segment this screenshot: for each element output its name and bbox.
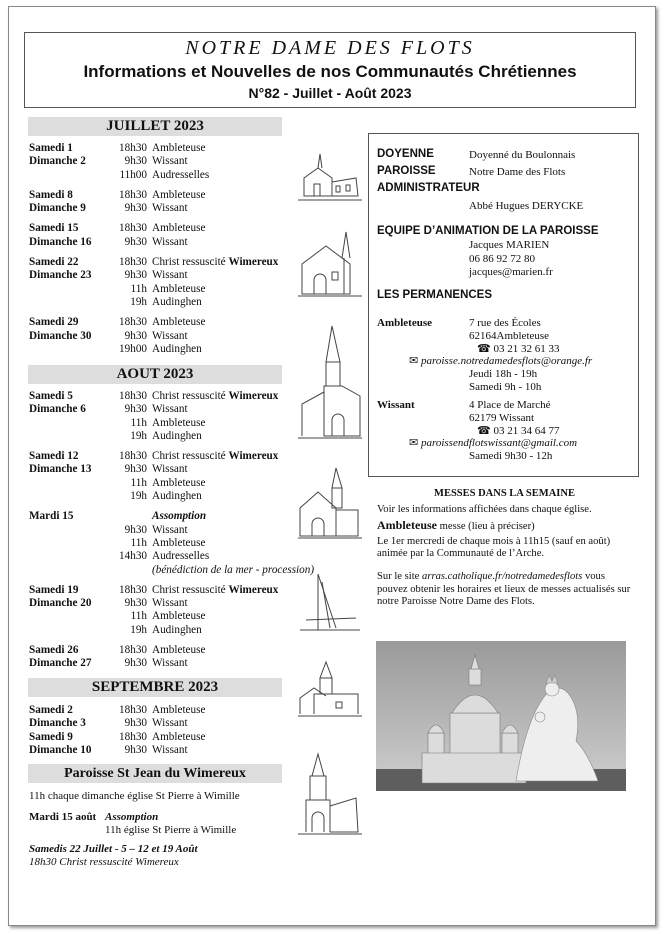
schedule-place-text: Ambleteuse <box>152 536 206 549</box>
schedule-place <box>147 202 188 215</box>
schedule-place <box>147 430 202 443</box>
schedule-row <box>29 564 314 577</box>
schedule-row <box>29 450 314 463</box>
schedule-day: Samedi 26 <box>29 644 79 657</box>
schedule-day <box>29 564 112 577</box>
equipe-contact <box>469 239 553 280</box>
schedule-place-text: Audinghen <box>152 623 202 636</box>
schedule-time: 9h30 <box>124 269 147 282</box>
schedule-time: 9h30 <box>124 235 147 248</box>
schedule-row <box>29 731 205 744</box>
schedule-row <box>29 584 314 597</box>
row-gap <box>29 182 278 189</box>
schedule-time: 18h30 <box>119 644 147 657</box>
schedule-place <box>147 283 205 296</box>
schedule-place-text: Wissant <box>152 743 188 756</box>
row-gap <box>29 577 314 584</box>
permanences-label: LES PERMANENCES <box>377 289 493 301</box>
schedule-day <box>29 296 112 309</box>
schedule-day: Samedi 9 <box>29 730 73 743</box>
schedule-place-text: Audinghen <box>152 429 202 442</box>
schedule-place <box>147 269 188 282</box>
doyenne-value: Doyenné du Boulonnais <box>469 149 576 161</box>
schedule-row <box>29 490 314 503</box>
schedule-time: 9h30 <box>124 155 147 168</box>
schedule-time: 11h <box>130 536 147 549</box>
schedule-place <box>147 584 278 597</box>
schedule-row <box>29 610 314 623</box>
schedule-place <box>147 417 205 430</box>
wissant-details <box>409 399 634 463</box>
wissant-email[interactable]: paroissendflotswissant@gmail.com <box>420 437 578 450</box>
schedule-row <box>29 256 278 269</box>
schedule-place-text: Ambleteuse <box>152 610 206 623</box>
schedule-time: 18h30 <box>119 142 147 154</box>
schedule-row <box>29 597 314 610</box>
schedule-row <box>29 744 205 757</box>
schedule-place <box>147 343 202 356</box>
messes-title: MESSES DANS LA SEMAINE <box>434 488 575 499</box>
schedule-row <box>29 142 278 155</box>
schedule-time: 18h30 <box>119 316 147 329</box>
messes-section <box>377 488 632 609</box>
mail-icon: ✉ <box>409 355 419 368</box>
schedule-place <box>147 142 205 155</box>
schedule-day <box>29 430 112 443</box>
schedule-place <box>147 403 188 416</box>
church-sketch-6 <box>296 658 364 720</box>
schedule-place-text: Wissant <box>152 657 188 670</box>
schedule-day: Samedi 19 <box>29 583 79 596</box>
messes-line1: Voir les informations affichées dans chaque église. <box>377 503 592 515</box>
schedule-time: 9h30 <box>124 657 147 670</box>
equipe-name: Jacques MARIEN <box>469 239 550 251</box>
schedule-time <box>112 564 147 577</box>
schedule-row <box>29 644 314 657</box>
schedule-time: 18h30 <box>119 188 147 201</box>
church-sketch-3 <box>296 322 364 440</box>
schedule-place <box>147 610 205 623</box>
schedule-aout <box>29 390 314 671</box>
schedule-juillet <box>29 142 278 356</box>
schedule-time: 14h30 <box>119 550 147 563</box>
st-jean-mardi: Mardi 15 août <box>29 811 97 823</box>
schedule-place <box>147 597 188 610</box>
schedule-day <box>29 524 112 537</box>
header-box <box>24 32 636 108</box>
schedule-day: Samedi 1 <box>29 142 73 154</box>
schedule-time: 18h30 <box>119 583 147 596</box>
row-gap <box>29 443 314 450</box>
schedule-place-text: Ambleteuse <box>152 476 206 489</box>
schedule-time: 9h30 <box>124 743 147 756</box>
schedule-time: 18h30 <box>119 222 147 235</box>
equipe-label: EQUIPE D’ANIMATION DE LA PAROISSE <box>377 225 599 237</box>
schedule-day: Dimanche 9 <box>29 202 86 215</box>
schedule-place-text: Christ ressuscité <box>152 450 229 463</box>
st-jean-mardi-row <box>29 811 240 824</box>
schedule-day <box>29 537 112 550</box>
schedule-time: 11h <box>130 476 147 489</box>
schedule-place-text: (bénédiction de la mer - procession) <box>152 563 315 576</box>
schedule-row <box>29 717 205 730</box>
schedule-time: 18h30 <box>119 704 147 716</box>
schedule-place-text: Ambleteuse <box>152 222 206 235</box>
schedule-day: Dimanche 3 <box>29 717 86 730</box>
schedule-place-text: Ambleteuse <box>152 282 206 295</box>
schedule-day: Samedi 8 <box>29 188 73 201</box>
schedule-place <box>147 236 188 249</box>
church-sketch-7 <box>296 750 364 836</box>
st-jean-line2: 11h église St Pierre à Wimille <box>105 824 237 836</box>
wissant-label: Wissant <box>377 399 415 411</box>
schedule-day <box>29 343 112 356</box>
schedule-day: Samedi 29 <box>29 316 79 329</box>
schedule-place <box>147 717 188 730</box>
schedule-place <box>147 731 205 744</box>
schedule-time: 18h30 <box>119 390 147 402</box>
church-sketch-2 <box>296 228 364 300</box>
schedule-place-text: Ambleteuse <box>152 730 206 743</box>
ambleteuse-hours2: Samedi 9h - 10h <box>469 380 542 393</box>
schedule-place-text: Christ ressuscité <box>152 256 229 269</box>
schedule-place-text: Wissant <box>152 269 188 282</box>
messes-line3b: vous pouvez obtenir les horaires et lieux de messes actualisés sur notre Paroisse Notre Dame des Flots. <box>377 570 631 608</box>
schedule-row <box>29 236 278 249</box>
schedule-place <box>147 296 202 309</box>
church-sketch-5 <box>296 568 364 636</box>
schedule-row <box>29 624 314 637</box>
issue-number: N°82 - Juillet - Août 2023 <box>248 85 412 101</box>
schedule-row <box>29 343 278 356</box>
schedule-place <box>147 256 278 269</box>
band-st-jean: Paroisse St Jean du Wimereux <box>28 764 282 783</box>
equipe-phone: 06 86 92 72 80 <box>469 252 535 265</box>
phone-icon: ☎ <box>477 424 491 437</box>
st-jean-line1: 11h chaque dimanche église St Pierre à Wimille <box>29 790 240 802</box>
schedule-place <box>147 463 188 476</box>
schedule-day: Dimanche 13 <box>29 463 92 476</box>
schedule-time: 18h30 <box>119 256 147 269</box>
wissant-phone: 03 21 34 64 77 <box>493 424 560 437</box>
church-sketch-1 <box>296 148 364 206</box>
schedule-septembre <box>29 704 205 757</box>
schedule-time: 11h00 <box>119 168 147 181</box>
schedule-place-text: Wissant <box>152 329 188 342</box>
schedule-row <box>29 417 314 430</box>
schedule-place <box>147 316 205 329</box>
schedule-place-text: Wissant <box>152 597 188 610</box>
schedule-day: Samedi 15 <box>29 222 79 235</box>
schedule-place <box>147 644 205 657</box>
ambleteuse-hours1: Jeudi 18h - 19h <box>469 368 538 381</box>
schedule-row <box>29 169 278 182</box>
schedule-row <box>29 222 278 235</box>
row-gap <box>29 637 314 644</box>
schedule-place-text: Ambleteuse <box>152 416 206 429</box>
schedule-place-text: Assomption <box>152 510 207 523</box>
paroisse-value: Notre Dame des Flots <box>469 166 566 178</box>
schedule-row <box>29 189 278 202</box>
schedule-day <box>29 490 112 503</box>
messes-amb-bold: Ambleteuse <box>377 518 437 533</box>
ambleteuse-email[interactable]: paroisse.notredamedesflots@orange.fr <box>420 355 593 368</box>
schedule-place <box>147 450 278 463</box>
schedule-time: 19h00 <box>119 342 147 355</box>
schedule-day: Samedi 22 <box>29 256 79 269</box>
st-jean-assomption: Assomption <box>105 811 159 823</box>
schedule-time: 11h <box>130 416 147 429</box>
schedule-time: 9h30 <box>124 329 147 342</box>
schedule-time: 9h30 <box>124 597 147 610</box>
schedule-time <box>112 510 147 523</box>
schedule-place-text: Ambleteuse <box>152 704 206 716</box>
schedule-place <box>147 744 188 757</box>
schedule-time: 11h <box>130 610 147 623</box>
schedule-row <box>29 202 278 215</box>
schedule-place <box>147 477 205 490</box>
schedule-time: 9h30 <box>124 523 147 536</box>
schedule-day <box>29 169 112 182</box>
schedule-day: Dimanche 23 <box>29 269 92 282</box>
schedule-day: Samedi 2 <box>29 704 73 716</box>
schedule-place <box>147 330 188 343</box>
schedule-day: Samedi 5 <box>29 390 73 402</box>
schedule-time: 19h <box>130 623 147 636</box>
schedule-place <box>147 222 205 235</box>
schedule-place <box>147 189 205 202</box>
wissant-addr2: 62179 Wissant <box>469 411 535 424</box>
schedule-day: Dimanche 16 <box>29 235 92 248</box>
row-gap <box>29 215 278 222</box>
schedule-place-text: Wissant <box>152 717 188 730</box>
page-title: NOTRE DAME DES FLOTS <box>185 37 475 59</box>
schedule-time: 19h <box>130 295 147 308</box>
row-gap <box>29 503 314 510</box>
schedule-place <box>147 490 202 503</box>
schedule-place <box>147 155 188 168</box>
schedule-row <box>29 430 314 443</box>
mail-icon: ✉ <box>409 437 419 450</box>
st-jean-christ: 18h30 Christ ressuscité Wimereux <box>29 856 179 868</box>
schedule-time: 18h30 <box>119 450 147 463</box>
schedule-row <box>29 296 278 309</box>
schedule-row <box>29 390 314 403</box>
schedule-day: Dimanche 27 <box>29 657 92 670</box>
schedule-place <box>147 704 205 717</box>
administrateur-value: Abbé Hugues DERYCKE <box>469 200 584 212</box>
schedule-place-bold: Wimereux <box>228 256 279 269</box>
schedule-row <box>29 657 314 670</box>
schedule-day <box>29 417 112 430</box>
schedule-time: 9h30 <box>124 463 147 476</box>
month-band-juillet: JUILLET 2023 <box>28 117 282 136</box>
schedule-place <box>147 390 278 403</box>
schedule-row <box>29 269 278 282</box>
schedule-time: 18h30 <box>119 730 147 743</box>
schedule-place-text: Wissant <box>152 202 188 215</box>
schedule-row <box>29 510 314 523</box>
church-sketch-4 <box>296 462 364 542</box>
schedule-day: Dimanche 20 <box>29 597 92 610</box>
month-band-septembre: SEPTEMBRE 2023 <box>28 678 282 697</box>
schedule-row <box>29 283 278 296</box>
schedule-row <box>29 403 314 416</box>
messes-line3a: Sur le site <box>377 570 423 582</box>
doyenne-label: DOYENNE <box>377 148 434 160</box>
schedule-place <box>147 510 206 523</box>
schedule-place-bold: Wimereux <box>228 450 279 463</box>
schedule-row <box>29 524 314 537</box>
schedule-day: Dimanche 10 <box>29 743 92 756</box>
schedule-day: Dimanche 2 <box>29 155 86 168</box>
wissant-addr1: 4 Place de Marché <box>469 399 551 411</box>
st-jean-samedis: Samedis 22 Juillet - 5 – 12 et 19 Août <box>29 843 198 855</box>
schedule-day <box>29 624 112 637</box>
schedule-time: 9h30 <box>124 202 147 215</box>
month-band-aout: AOUT 2023 <box>28 365 282 384</box>
schedule-row <box>29 463 314 476</box>
schedule-place-bold: Wimereux <box>228 390 279 402</box>
row-gap <box>29 249 278 256</box>
schedule-day <box>29 550 112 563</box>
schedule-place <box>147 524 188 537</box>
ambleteuse-addr1: 7 rue des Écoles <box>469 317 541 329</box>
schedule-place-text: Wissant <box>152 523 188 536</box>
schedule-row <box>29 550 314 563</box>
schedule-day <box>29 610 112 623</box>
ambleteuse-phone: 03 21 32 61 33 <box>493 342 560 355</box>
schedule-place-text: Wissant <box>152 155 188 168</box>
equipe-email[interactable]: jacques@marien.fr <box>469 266 553 278</box>
schedule-place-text: Wissant <box>152 463 188 476</box>
site-link[interactable]: arras.catholique.fr/notredamedesflots <box>422 570 583 582</box>
basilica-photo <box>376 641 626 791</box>
schedule-place-text: Ambleteuse <box>152 142 206 154</box>
messes-amb-rest: messe (lieu à préciser) <box>437 521 535 533</box>
page-subtitle: Informations et Nouvelles de nos Communautés Chrétiennes <box>83 62 577 81</box>
schedule-time: 9h30 <box>124 717 147 730</box>
schedule-row <box>29 537 314 550</box>
schedule-day <box>29 477 112 490</box>
messes-line2: Le 1er mercredi de chaque mois à 11h15 (sauf en août) animée par la Communauté de l’Arche. <box>377 535 611 560</box>
schedule-day <box>29 283 112 296</box>
schedule-place-text: Christ ressuscité <box>152 390 229 402</box>
schedule-row <box>29 330 278 343</box>
schedule-day: Dimanche 6 <box>29 403 86 416</box>
schedule-day: Samedi 12 <box>29 450 79 463</box>
schedule-place-text: Audresselles <box>152 168 210 181</box>
schedule-row <box>29 477 314 490</box>
schedule-place <box>147 564 314 577</box>
schedule-place-text: Ambleteuse <box>152 316 206 329</box>
schedule-place-text: Christ ressuscité <box>152 583 229 596</box>
schedule-place-text: Audinghen <box>152 295 202 308</box>
schedule-day: Mardi 15 <box>29 510 74 523</box>
administrateur-label: ADMINISTRATEUR <box>377 182 480 194</box>
schedule-place-text: Audresselles <box>152 550 210 563</box>
schedule-time: 19h <box>130 490 147 503</box>
schedule-place <box>147 169 209 182</box>
schedule-time: 19h <box>130 429 147 442</box>
row-gap <box>29 309 278 316</box>
schedule-place-text: Wissant <box>152 403 188 416</box>
ambleteuse-label: Ambleteuse <box>377 317 432 329</box>
schedule-place <box>147 657 188 670</box>
schedule-row <box>29 704 205 717</box>
ambleteuse-addr2: 62164Ambleteuse <box>469 329 550 342</box>
paroisse-label: PAROISSE <box>377 165 436 177</box>
st-jean-block <box>29 790 240 869</box>
schedule-time: 11h <box>130 282 147 295</box>
phone-icon: ☎ <box>477 342 491 355</box>
schedule-place <box>147 537 205 550</box>
schedule-place-text: Audinghen <box>152 490 202 503</box>
schedule-row <box>29 316 278 329</box>
schedule-place-text: Ambleteuse <box>152 188 206 201</box>
ambleteuse-details <box>409 317 634 394</box>
schedule-row <box>29 155 278 168</box>
schedule-place <box>147 624 202 637</box>
schedule-place <box>147 550 209 563</box>
schedule-time: 9h30 <box>124 403 147 416</box>
schedule-place-text: Wissant <box>152 235 188 248</box>
schedule-place-bold: Wimereux <box>228 583 279 596</box>
schedule-place-text: Audinghen <box>152 342 202 355</box>
schedule-day: Dimanche 30 <box>29 329 92 342</box>
schedule-place-text: Ambleteuse <box>152 644 206 657</box>
wissant-hours: Samedi 9h30 - 12h <box>469 450 553 463</box>
parish-info-box <box>368 133 639 477</box>
